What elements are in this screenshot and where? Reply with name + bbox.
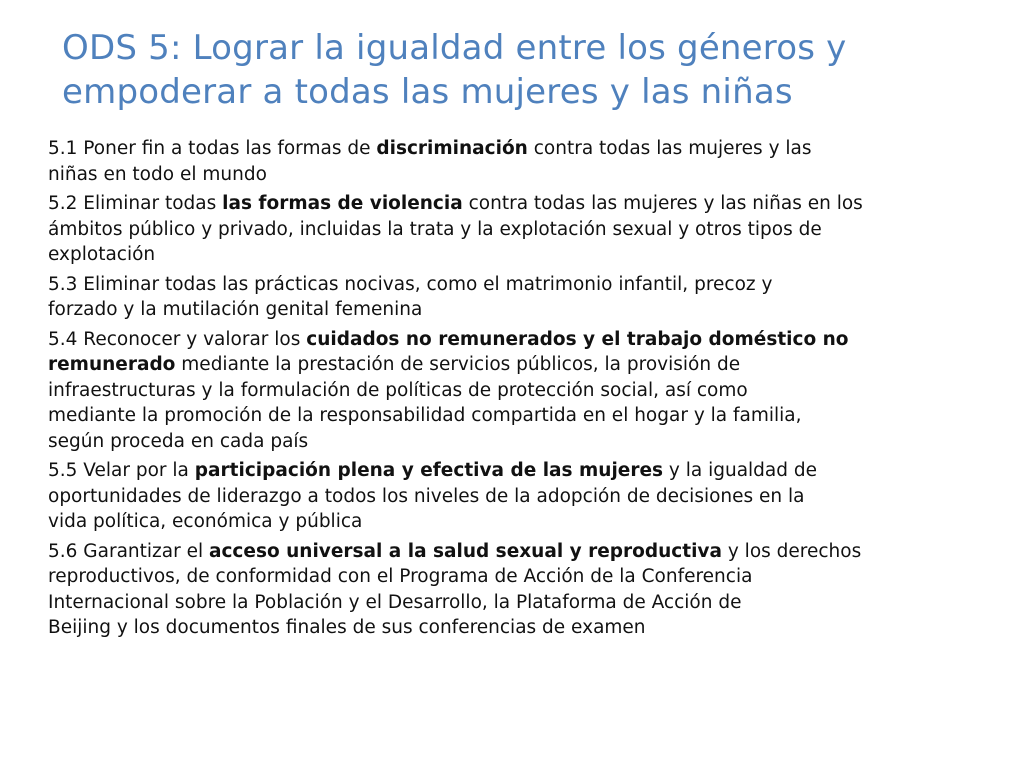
bold-run: las formas de violencia xyxy=(222,193,463,214)
target-line xyxy=(48,403,978,429)
text-run: vida política, económica y pública xyxy=(48,511,363,532)
target-line xyxy=(48,539,978,565)
target-line xyxy=(48,242,978,268)
bold-run: participación plena y efectiva de las mujeres xyxy=(194,460,664,481)
text-run: explotación xyxy=(48,244,156,265)
text-run: 5.3 Eliminar todas las prácticas nocivas, como el matrimonio infantil, precoz y xyxy=(48,273,773,295)
target-line xyxy=(48,429,978,455)
target-line xyxy=(48,217,978,243)
targets-list xyxy=(48,136,978,645)
text-run: 5.5 Velar por la xyxy=(48,460,195,481)
text-run: 5.4 Reconocer y valorar los xyxy=(48,328,307,350)
title-line-2: empoderar a todas las mujeres y las niñas xyxy=(62,72,793,112)
target-item-5-4 xyxy=(48,327,978,455)
text-run: 5.2 Eliminar todas xyxy=(48,193,223,214)
slide-title xyxy=(62,26,1002,114)
target-item-5-6 xyxy=(48,539,978,641)
target-line xyxy=(48,378,978,404)
text-run: y la igualdad de xyxy=(663,460,817,481)
target-line xyxy=(48,136,978,162)
text-run: Beijing y los documentos finales de sus conferencias de examen xyxy=(48,617,646,638)
text-run: forzado y la mutilación genital femenina xyxy=(48,299,423,320)
target-line xyxy=(48,352,978,378)
target-line xyxy=(48,162,978,188)
bold-run: acceso universal a la salud sexual y reproductiva xyxy=(208,540,722,562)
bold-run: remunerado xyxy=(48,354,176,375)
text-run: mediante la promoción de la responsabilidad compartida en el hogar y la familia, xyxy=(48,405,802,426)
text-run: Internacional sobre la Población y el Desarrollo, la Plataforma de Acción de xyxy=(48,591,742,613)
text-run: contra todas las mujeres y las xyxy=(527,138,812,159)
target-line xyxy=(48,458,978,484)
text-run: según proceda en cada país xyxy=(48,430,309,452)
target-line xyxy=(48,297,978,323)
text-run: niñas en todo el mundo xyxy=(48,163,267,185)
text-run: oportunidades de liderazgo a todos los niveles de la adopción de decisiones en la xyxy=(48,485,805,507)
target-line xyxy=(48,484,978,510)
target-item-5-3 xyxy=(48,272,978,323)
target-line xyxy=(48,509,978,535)
text-run: contra todas las mujeres y las niñas en los xyxy=(462,193,863,214)
target-line xyxy=(48,327,978,353)
target-line xyxy=(48,272,978,298)
title-line-1: ODS 5: Lograr la igualdad entre los géneros y xyxy=(62,28,847,68)
target-item-5-2 xyxy=(48,191,978,268)
target-line xyxy=(48,590,978,616)
text-run: mediante la prestación de servicios públicos, la provisión de xyxy=(175,354,741,375)
target-item-5-1 xyxy=(48,136,978,187)
target-line xyxy=(48,191,978,217)
text-run: reproductivos, de conformidad con el Programa de Acción de la Conferencia xyxy=(48,566,753,587)
text-run: infraestructuras y la formulación de políticas de protección social, así como xyxy=(48,379,748,401)
target-line xyxy=(48,564,978,590)
text-run: 5.1 Poner fin a todas las formas de xyxy=(48,138,377,159)
text-run: ámbitos público y privado, incluidas la trata y la explotación sexual y otros tipos de xyxy=(48,218,822,240)
target-item-5-5 xyxy=(48,458,978,535)
bold-run: cuidados no remunerados y el trabajo doméstico no xyxy=(306,328,849,350)
text-run: 5.6 Garantizar el xyxy=(48,540,209,562)
text-run: y los derechos xyxy=(721,540,862,562)
target-line xyxy=(48,615,978,641)
bold-run: discriminación xyxy=(376,138,528,159)
